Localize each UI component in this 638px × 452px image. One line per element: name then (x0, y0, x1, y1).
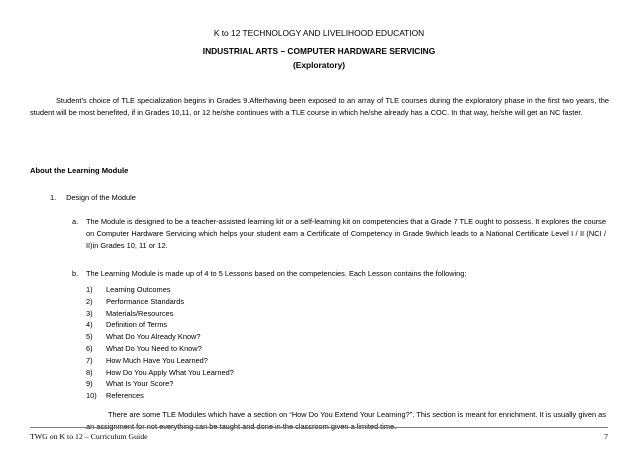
design-heading (50, 193, 136, 202)
list-item-number: 1) (86, 285, 93, 294)
list-item (86, 284, 234, 296)
course-type: (Exploratory) (292, 60, 346, 70)
list-item-number: 6) (86, 343, 93, 353)
item-b-label: b. (72, 269, 79, 278)
list-item-number: 2) (86, 296, 93, 306)
design-title: Design of the Module (66, 193, 136, 202)
list-item-label: Definition of Terms (106, 320, 168, 330)
list-item-number: 3) (86, 308, 93, 318)
program-title: K to 12 TECHNOLOGY AND LIVELIHOOD EDUCATION (213, 28, 425, 38)
footer-guide-title: TWG on K to 12 – Curriculum Guide (30, 432, 148, 441)
list-item-number: 7) (86, 355, 93, 365)
list-item-label: What Do You Already Know? (106, 332, 201, 342)
course-title: INDUSTRIAL ARTS – COMPUTER HARDWARE SERVICING (202, 46, 436, 56)
list-item-number: 5) (86, 332, 93, 342)
list-item-label: What Do You Need to Know? (106, 343, 202, 353)
list-item-b (72, 268, 606, 280)
list-item-label: Materials/Resources (106, 308, 174, 318)
list-item-number: 9) (86, 379, 93, 389)
footer-divider (30, 427, 608, 428)
list-item (86, 355, 234, 367)
list-item (86, 378, 234, 390)
page-number: 7 (604, 432, 608, 441)
list-item-a (72, 216, 606, 253)
list-item (86, 367, 234, 379)
list-item (86, 343, 234, 355)
section-heading: About the Learning Module (30, 166, 129, 175)
list-item-label: How Much Have You Learned? (106, 355, 208, 365)
list-item-label: References (106, 391, 144, 401)
list-item (86, 308, 234, 320)
list-item (86, 331, 234, 343)
item-b-text: The Learning Module is made up of 4 to 5 Lessons based on the competencies. Each Lesson contains the following: (86, 269, 467, 278)
list-item-number: 10) (86, 391, 97, 401)
list-item-label: What Is Your Score? (106, 379, 174, 389)
intro-paragraph: Student’s choice of TLE specialization begins in Grades 9.Afterhaving been exposed to an array of TLE courses during the exploratory phase in the first two years, the student will be most benefited, if in Grades 10,11, or 12 he/she continues with a TLE course in which he/she already has a COC. In that way, he/she will get an NC faster. (30, 96, 609, 118)
list-item (86, 390, 234, 402)
list-item (86, 319, 234, 331)
list-item-number: 8) (86, 367, 93, 377)
list-item-label: How Do You Apply What You Learned? (106, 367, 234, 377)
item-a-label: a. (72, 217, 79, 226)
item-a-text: The Module is designed to be a teacher-assisted learning kit or a self-learning kit on competencies that a Grade 7 TLE ought to possess. It explores the course on Computer Hardware Servicing which helps your student earn a Certificate of Competency in Grade 9which leads to a National Certificate Level I / II (NCI / II)in Grades 10, 11 or 12. (86, 217, 606, 251)
list-item (86, 296, 234, 308)
enrichment-paragraph: There are some TLE Modules which have a section on “How Do You Extend Your Learning?”. This section is meant for enrichment. It is usually given as an assignment for not everything can be taught and done in the classroom given a limited time. (86, 410, 606, 432)
design-number: 1. (50, 193, 57, 202)
list-item-number: 4) (86, 320, 93, 330)
list-item-label: Learning Outcomes (106, 285, 171, 294)
list-item-label: Performance Standards (106, 296, 185, 306)
lesson-parts-list (86, 284, 234, 402)
